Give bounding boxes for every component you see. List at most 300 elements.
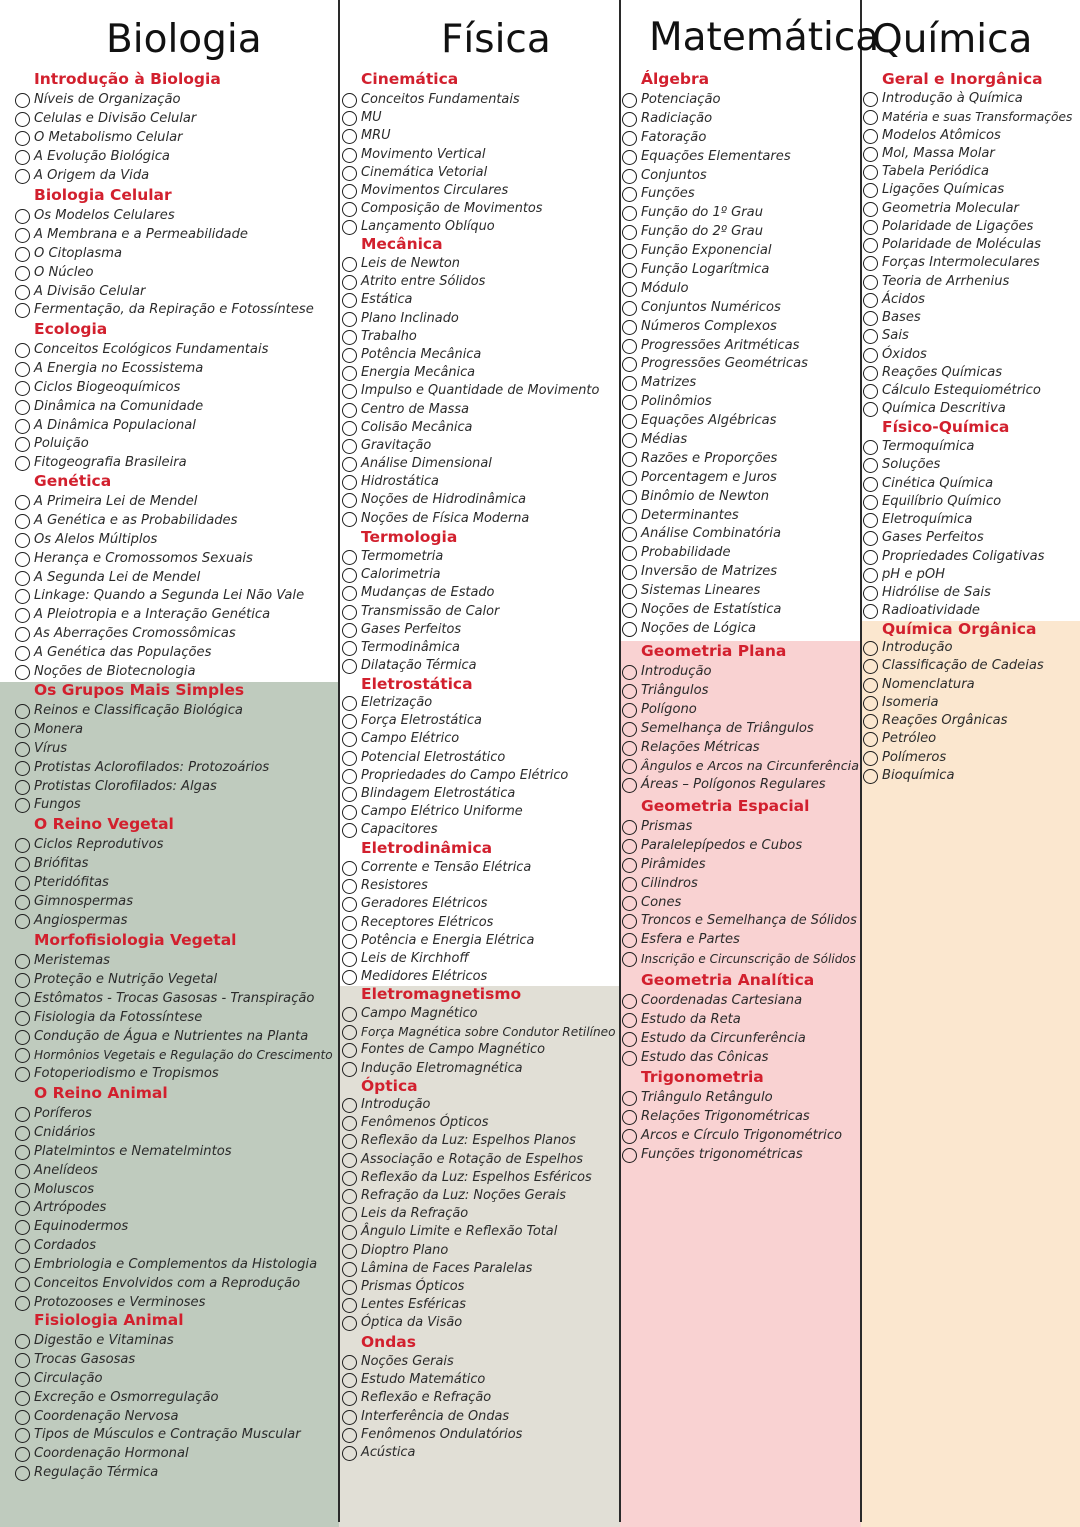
- topic-checkbox[interactable]: [863, 275, 878, 290]
- topic-checkbox[interactable]: [15, 838, 30, 853]
- topic-checkbox[interactable]: [15, 589, 30, 604]
- topic-checkbox[interactable]: [863, 202, 878, 217]
- topic-label: Inscrição e Circunscrição de Sólidos: [641, 952, 856, 967]
- topic-checkbox[interactable]: [342, 475, 357, 490]
- topic-checkbox[interactable]: [863, 604, 878, 619]
- topic-checkbox[interactable]: [342, 184, 357, 199]
- topic-item: [361, 731, 619, 749]
- topic-checkbox[interactable]: [342, 641, 357, 656]
- topic-item: [882, 146, 1080, 164]
- topic-checkbox[interactable]: [863, 440, 878, 455]
- topic-checkbox[interactable]: [622, 339, 637, 354]
- topic-checkbox[interactable]: [342, 714, 357, 729]
- topic-item: [34, 760, 338, 779]
- topic-item: [641, 932, 860, 951]
- topic-checkbox[interactable]: [15, 93, 30, 108]
- topic-label: Eletroquímica: [882, 512, 973, 527]
- topic-checkbox[interactable]: [863, 531, 878, 546]
- column-divider: [619, 0, 621, 1522]
- topic-label: Tabela Periódica: [882, 164, 989, 179]
- topic-label: Bioquímica: [882, 767, 955, 783]
- topic-label: Trocas Gasosas: [34, 1351, 136, 1367]
- topic-item: [34, 1352, 338, 1371]
- topic-label: Estudo da Reta: [641, 1011, 741, 1027]
- topic-checkbox[interactable]: [863, 696, 878, 711]
- topic-checkbox[interactable]: [15, 571, 30, 586]
- topic-label: Fontes de Campo Magnético: [361, 1042, 546, 1058]
- topic-item: [34, 1257, 338, 1276]
- topic-checkbox[interactable]: [622, 357, 637, 372]
- topic-checkbox[interactable]: [15, 495, 30, 510]
- topic-checkbox[interactable]: [622, 301, 637, 316]
- topic-checkbox[interactable]: [622, 376, 637, 391]
- topic-checkbox[interactable]: [342, 659, 357, 674]
- topic-checkbox[interactable]: [342, 111, 357, 126]
- topic-checkbox[interactable]: [15, 742, 30, 757]
- topic-checkbox[interactable]: [622, 565, 637, 580]
- topic-checkbox[interactable]: [622, 131, 637, 146]
- topic-item: [34, 991, 338, 1010]
- topic-checkbox[interactable]: [342, 1298, 357, 1313]
- topic-checkbox[interactable]: [15, 992, 30, 1007]
- topic-checkbox[interactable]: [15, 1164, 30, 1179]
- topic-checkbox[interactable]: [342, 348, 357, 363]
- topic-checkbox[interactable]: [15, 914, 30, 929]
- topic-checkbox[interactable]: [622, 1148, 637, 1163]
- topic-checkbox[interactable]: [15, 1372, 30, 1387]
- topic-checkbox[interactable]: [863, 568, 878, 583]
- topic-label: Energia Mecânica: [361, 365, 476, 381]
- topic-checkbox[interactable]: [863, 586, 878, 601]
- topic-checkbox[interactable]: [342, 1262, 357, 1277]
- topic-checkbox[interactable]: [622, 187, 637, 202]
- topic-checkbox[interactable]: [622, 225, 637, 240]
- topic-item: [882, 439, 1080, 457]
- topic-checkbox[interactable]: [342, 312, 357, 327]
- topic-item: [361, 713, 619, 731]
- topic-label: Lentes Esféricas: [361, 1297, 466, 1313]
- topic-checkbox[interactable]: [15, 1334, 30, 1349]
- topic-checkbox[interactable]: [15, 169, 30, 184]
- topic-checkbox[interactable]: [15, 150, 30, 165]
- topic-label: Fotoperiodismo e Tropismos: [34, 1066, 219, 1082]
- topic-label: Cinemática Vetorial: [361, 164, 488, 180]
- topic-item: [34, 570, 338, 589]
- topic-checkbox[interactable]: [342, 952, 357, 967]
- topic-checkbox[interactable]: [863, 110, 878, 125]
- topic-item: [34, 399, 338, 418]
- topic-item: [361, 402, 619, 420]
- topic-item: [361, 1097, 619, 1115]
- topic-item: [34, 703, 338, 722]
- topic-item: [361, 128, 619, 146]
- topic-checkbox[interactable]: [622, 150, 637, 165]
- topic-checkbox[interactable]: [863, 129, 878, 144]
- topic-item: [641, 1031, 860, 1050]
- topic-label: Indução Eletromagnética: [361, 1060, 523, 1076]
- topic-checkbox[interactable]: [15, 1107, 30, 1122]
- topic-checkbox[interactable]: [15, 343, 30, 358]
- topic-item: [361, 1315, 619, 1333]
- topic-item: [34, 894, 338, 913]
- topic-checkbox[interactable]: [622, 684, 637, 699]
- topic-item: [641, 819, 860, 838]
- topic-checkbox[interactable]: [15, 876, 30, 891]
- topic-checkbox[interactable]: [342, 897, 357, 912]
- topic-item: [34, 953, 338, 972]
- topic-item: [882, 383, 1080, 401]
- topic-item: [641, 913, 860, 932]
- topic-item: [361, 1115, 619, 1133]
- topic-checkbox[interactable]: [622, 282, 637, 297]
- topic-label: Circulação: [34, 1370, 103, 1386]
- topic-checkbox[interactable]: [863, 183, 878, 198]
- topic-checkbox[interactable]: [622, 603, 637, 618]
- topic-label: Determinantes: [641, 507, 739, 523]
- topic-checkbox[interactable]: [15, 627, 30, 642]
- topic-checkbox[interactable]: [342, 457, 357, 472]
- topic-item: [34, 1029, 338, 1048]
- topic-item: [361, 1206, 619, 1224]
- topic-checkbox[interactable]: [342, 330, 357, 345]
- topic-checkbox[interactable]: [15, 514, 30, 529]
- topic-checkbox[interactable]: [622, 665, 637, 680]
- topic-checkbox[interactable]: [342, 605, 357, 620]
- topic-checkbox[interactable]: [863, 550, 878, 565]
- topic-checkbox[interactable]: [342, 202, 357, 217]
- topic-item: [641, 777, 860, 796]
- topic-checkbox[interactable]: [863, 165, 878, 180]
- topic-checkbox[interactable]: [863, 751, 878, 766]
- topic-checkbox[interactable]: [15, 533, 30, 548]
- column-divider: [338, 0, 340, 1522]
- topic-checkbox[interactable]: [342, 732, 357, 747]
- topic-checkbox[interactable]: [15, 266, 30, 281]
- topic-checkbox[interactable]: [342, 403, 357, 418]
- topic-item: [361, 347, 619, 365]
- topic-checkbox[interactable]: [622, 490, 637, 505]
- topic-checkbox[interactable]: [622, 527, 637, 542]
- topic-checkbox[interactable]: [622, 433, 637, 448]
- topic-label: Os Alelos Múltiplos: [34, 531, 158, 547]
- topic-checkbox[interactable]: [342, 586, 357, 601]
- topic-checkbox[interactable]: [342, 568, 357, 583]
- topic-checkbox[interactable]: [15, 954, 30, 969]
- topic-label: Fenômenos Ópticos: [361, 1115, 489, 1131]
- topic-checkbox[interactable]: [342, 512, 357, 527]
- topic-checkbox[interactable]: [342, 769, 357, 784]
- section-title: Cinemática: [361, 70, 459, 88]
- topic-checkbox[interactable]: [863, 238, 878, 253]
- topic-item: [361, 165, 619, 183]
- topic-checkbox[interactable]: [15, 1126, 30, 1141]
- topic-checkbox[interactable]: [342, 1244, 357, 1259]
- topic-checkbox[interactable]: [342, 879, 357, 894]
- topic-checkbox[interactable]: [15, 247, 30, 262]
- topic-checkbox[interactable]: [15, 131, 30, 146]
- topic-checkbox[interactable]: [863, 366, 878, 381]
- topic-label: Campo Elétrico Uniforme: [361, 804, 523, 820]
- topic-checkbox[interactable]: [622, 1013, 637, 1028]
- topic-checkbox[interactable]: [15, 1030, 30, 1045]
- topic-checkbox[interactable]: [863, 256, 878, 271]
- topic-label: Campo Elétrico: [361, 731, 460, 747]
- topic-checkbox[interactable]: [342, 823, 357, 838]
- topic-checkbox[interactable]: [15, 1011, 30, 1026]
- topic-checkbox[interactable]: [342, 166, 357, 181]
- topic-item: [34, 1144, 338, 1163]
- topic-checkbox[interactable]: [342, 1355, 357, 1370]
- section-title: Mecânica: [361, 235, 443, 253]
- topic-checkbox[interactable]: [15, 112, 30, 127]
- section-title: O Reino Vegetal: [34, 815, 174, 833]
- topic-checkbox[interactable]: [15, 608, 30, 623]
- topic-label: Geometria Molecular: [882, 200, 1019, 216]
- topic-checkbox[interactable]: [15, 552, 30, 567]
- section-title: Geometria Analítica: [641, 971, 815, 989]
- topic-checkbox[interactable]: [342, 1410, 357, 1425]
- topic-label: Conceitos Fundamentais: [361, 92, 520, 107]
- topic-checkbox[interactable]: [15, 973, 30, 988]
- topic-label: O Núcleo: [34, 264, 94, 280]
- topic-item: [34, 361, 338, 380]
- column-divider: [860, 0, 862, 1522]
- topic-checkbox[interactable]: [863, 293, 878, 308]
- topic-checkbox[interactable]: [863, 402, 878, 417]
- topic-item: [882, 347, 1080, 365]
- topic-item: [641, 281, 860, 300]
- topic-checkbox[interactable]: [622, 452, 637, 467]
- topic-item: [34, 972, 338, 991]
- topic-label: Relações Trigonométricas: [641, 1108, 810, 1124]
- section-title: Biologia Celular: [34, 186, 172, 204]
- topic-checkbox[interactable]: [622, 877, 637, 892]
- topic-item: [361, 1390, 619, 1408]
- topic-label: Noções de Física Moderna: [361, 510, 530, 526]
- topic-item: [361, 1279, 619, 1297]
- topic-checkbox[interactable]: [863, 714, 878, 729]
- topic-checkbox[interactable]: [622, 206, 637, 221]
- topic-checkbox[interactable]: [342, 93, 357, 108]
- topic-checkbox[interactable]: [622, 1110, 637, 1125]
- topic-checkbox[interactable]: [342, 493, 357, 508]
- topic-checkbox[interactable]: [342, 129, 357, 144]
- topic-checkbox[interactable]: [863, 220, 878, 235]
- topic-checkbox[interactable]: [863, 384, 878, 399]
- topic-item: [361, 1409, 619, 1427]
- topic-checkbox[interactable]: [863, 329, 878, 344]
- topic-checkbox[interactable]: [622, 263, 637, 278]
- topic-checkbox[interactable]: [342, 1062, 357, 1077]
- topic-checkbox[interactable]: [15, 665, 30, 680]
- topic-label: Reflexão da Luz: Espelhos Planos: [361, 1133, 576, 1149]
- topic-checkbox[interactable]: [863, 92, 878, 107]
- topic-label: Estática: [361, 292, 413, 308]
- topic-label: A Membrana e a Permeabilidade: [34, 226, 248, 242]
- topic-checkbox[interactable]: [342, 384, 357, 399]
- topic-checkbox[interactable]: [342, 1428, 357, 1443]
- topic-checkbox[interactable]: [863, 678, 878, 693]
- topic-item: [34, 418, 338, 437]
- topic-checkbox[interactable]: [15, 646, 30, 661]
- topic-label: Fermentação, da Repiração e Fotossíntese: [34, 302, 314, 318]
- topic-checkbox[interactable]: [342, 787, 357, 802]
- topic-checkbox[interactable]: [342, 275, 357, 290]
- topic-label: Fisiologia da Fotossíntese: [34, 1009, 203, 1025]
- topic-checkbox[interactable]: [15, 419, 30, 434]
- topic-checkbox[interactable]: [15, 1353, 30, 1368]
- topic-checkbox[interactable]: [622, 93, 637, 108]
- topic-checkbox[interactable]: [342, 550, 357, 565]
- topic-checkbox[interactable]: [15, 303, 30, 318]
- topic-item: [34, 130, 338, 149]
- topic-item: [34, 1333, 338, 1352]
- topic-checkbox[interactable]: [342, 696, 357, 711]
- topic-label: Termometria: [361, 549, 444, 564]
- topic-checkbox[interactable]: [622, 622, 637, 637]
- topic-checkbox[interactable]: [342, 257, 357, 272]
- topic-item: [641, 602, 860, 621]
- topic-item: [34, 92, 338, 111]
- topic-item: [641, 838, 860, 857]
- topic-item: [641, 262, 860, 281]
- topic-item: [361, 695, 619, 713]
- topic-label: Refração da Luz: Noções Gerais: [361, 1187, 566, 1203]
- topic-checkbox[interactable]: [15, 1410, 30, 1425]
- column-title: Física: [441, 17, 551, 62]
- topic-checkbox[interactable]: [863, 147, 878, 162]
- topic-checkbox[interactable]: [342, 1280, 357, 1295]
- topic-checkbox[interactable]: [15, 857, 30, 872]
- topic-label: A Genética das Populações: [34, 645, 212, 661]
- topic-checkbox[interactable]: [622, 1129, 637, 1144]
- topic-checkbox[interactable]: [863, 458, 878, 473]
- topic-checkbox[interactable]: [622, 994, 637, 1009]
- topic-checkbox[interactable]: [863, 311, 878, 326]
- topic-checkbox[interactable]: [342, 366, 357, 381]
- topic-checkbox[interactable]: [622, 741, 637, 756]
- topic-label: Fenômenos Ondulatórios: [361, 1426, 523, 1442]
- topic-label: Hormônios Vegetais e Regulação do Crescimento: [34, 1048, 333, 1063]
- topic-checkbox[interactable]: [622, 1032, 637, 1047]
- topic-checkbox[interactable]: [342, 148, 357, 163]
- topic-label: Leis de Kirchhoff: [361, 950, 469, 966]
- topic-label: Reflexão da Luz: Espelhos Esféricos: [361, 1169, 592, 1185]
- topic-checkbox[interactable]: [15, 1277, 30, 1292]
- topic-checkbox[interactable]: [15, 362, 30, 377]
- topic-checkbox[interactable]: [15, 723, 30, 738]
- topic-checkbox[interactable]: [622, 395, 637, 410]
- topic-checkbox[interactable]: [622, 509, 637, 524]
- topic-checkbox[interactable]: [342, 623, 357, 638]
- topic-checkbox[interactable]: [622, 471, 637, 486]
- topic-checkbox[interactable]: [342, 916, 357, 931]
- topic-checkbox[interactable]: [622, 244, 637, 259]
- topic-checkbox[interactable]: [342, 421, 357, 436]
- topic-checkbox[interactable]: [342, 439, 357, 454]
- topic-label: Pirâmides: [641, 856, 706, 872]
- topic-checkbox[interactable]: [15, 285, 30, 300]
- topic-label: Trabalho: [361, 328, 417, 344]
- topic-item: [361, 1427, 619, 1445]
- topic-label: Óptica da Visão: [361, 1315, 463, 1331]
- topic-checkbox[interactable]: [15, 1183, 30, 1198]
- topic-checkbox[interactable]: [863, 769, 878, 784]
- topic-checkbox[interactable]: [622, 1051, 637, 1066]
- topic-checkbox[interactable]: [15, 228, 30, 243]
- topic-item: [34, 246, 338, 265]
- topic-checkbox[interactable]: [863, 513, 878, 528]
- topic-label: Paralelepípedos e Cubos: [641, 837, 803, 853]
- topic-checkbox[interactable]: [15, 780, 30, 795]
- topic-label: Campo Magnético: [361, 1006, 478, 1021]
- topic-checkbox[interactable]: [15, 381, 30, 396]
- topic-checkbox[interactable]: [342, 293, 357, 308]
- topic-checkbox[interactable]: [15, 209, 30, 224]
- topic-checkbox[interactable]: [15, 761, 30, 776]
- topic-checkbox[interactable]: [15, 1145, 30, 1160]
- topic-checkbox[interactable]: [863, 495, 878, 510]
- topic-checkbox[interactable]: [342, 1171, 357, 1186]
- topic-checkbox[interactable]: [622, 414, 637, 429]
- topic-checkbox[interactable]: [622, 112, 637, 127]
- topic-checkbox[interactable]: [342, 1007, 357, 1022]
- topic-checkbox[interactable]: [15, 704, 30, 719]
- topic-checkbox[interactable]: [342, 1153, 357, 1168]
- topic-checkbox[interactable]: [622, 320, 637, 335]
- topic-label: Blindagem Eletrostática: [361, 785, 516, 801]
- topic-checkbox[interactable]: [863, 348, 878, 363]
- topic-checkbox[interactable]: [622, 896, 637, 911]
- topic-checkbox[interactable]: [622, 584, 637, 599]
- topic-label: Fitogeografia Brasileira: [34, 455, 187, 471]
- topic-checkbox[interactable]: [342, 805, 357, 820]
- topic-checkbox[interactable]: [622, 546, 637, 561]
- topic-item: [361, 915, 619, 933]
- topic-label: Prismas: [641, 819, 693, 834]
- topic-label: Acústica: [361, 1444, 416, 1460]
- topic-checkbox[interactable]: [622, 722, 637, 737]
- topic-checkbox[interactable]: [622, 820, 637, 835]
- topic-checkbox[interactable]: [342, 861, 357, 876]
- topic-checkbox[interactable]: [342, 751, 357, 766]
- topic-label: Medidores Elétricos: [361, 969, 488, 985]
- topic-checkbox[interactable]: [15, 456, 30, 471]
- topic-checkbox[interactable]: [15, 1296, 30, 1311]
- topic-checkbox[interactable]: [622, 703, 637, 718]
- topic-checkbox[interactable]: [342, 970, 357, 985]
- topic-checkbox[interactable]: [15, 895, 30, 910]
- topic-checkbox[interactable]: [15, 400, 30, 415]
- topic-checkbox[interactable]: [622, 858, 637, 873]
- topic-checkbox[interactable]: [622, 839, 637, 854]
- topic-checkbox[interactable]: [342, 1189, 357, 1204]
- topic-checkbox[interactable]: [15, 437, 30, 452]
- topic-checkbox[interactable]: [342, 1098, 357, 1113]
- topic-checkbox[interactable]: [342, 220, 357, 235]
- topic-checkbox[interactable]: [863, 641, 878, 656]
- topic-label: Dinâmica na Comunidade: [34, 398, 204, 414]
- topic-checkbox[interactable]: [622, 169, 637, 184]
- topic-checkbox[interactable]: [342, 1446, 357, 1461]
- topic-checkbox[interactable]: [863, 477, 878, 492]
- topic-checkbox[interactable]: [15, 1391, 30, 1406]
- topic-item: [641, 470, 860, 489]
- topic-item: [361, 1372, 619, 1390]
- topic-checkbox[interactable]: [622, 1091, 637, 1106]
- topic-label: Troncos e Semelhança de Sólidos: [641, 913, 857, 929]
- topic-checkbox[interactable]: [342, 934, 357, 949]
